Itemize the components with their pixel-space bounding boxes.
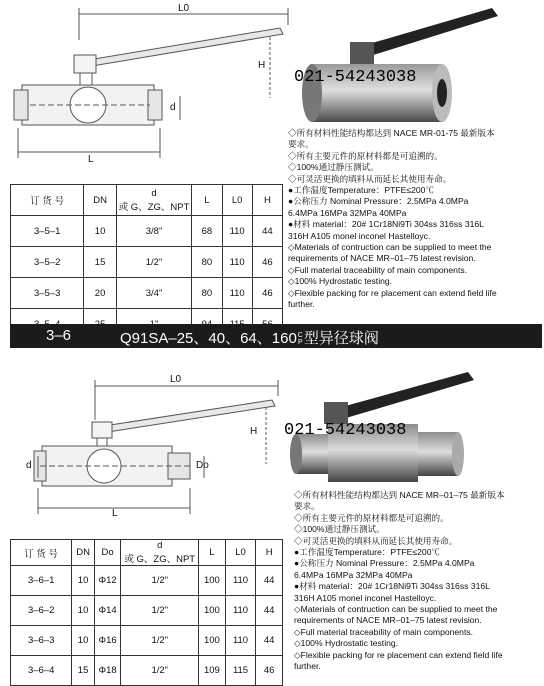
note-line: ●材料 material：20# 1Cr18Ni9Ti 304ss 316ss 316L [288,219,484,230]
spec-table-2 [10,539,283,686]
col-d-bottom: 或 G、ZG、NPT [118,201,190,213]
note-line: ◇Materials of contruction can be supplied to meet the [288,242,492,253]
note-line: ●工作温度Temperature：PTFE≤200℃ [294,547,441,558]
cell-order: 3–5–2 [11,247,84,278]
valve-drawing-1 [0,0,290,175]
valve-drawing-2 [0,360,290,535]
table-row [11,626,283,656]
cell-order: 3–6–4 [11,656,72,686]
cell-d: 1/2" [121,596,199,626]
cell-h: 46 [256,656,283,686]
cell-l0: 110 [225,626,256,656]
col-l0: L0 [222,185,252,216]
cell-l: 80 [192,278,222,309]
cell-dn: 10 [84,216,116,247]
cell-d: 3/4" [116,278,192,309]
note-line: ●材料 material：20# 1Cr18Ni9Ti 304ss 316ss 316L [294,581,490,592]
cell-d: 1/2" [121,626,199,656]
cell-dn: 10 [72,626,94,656]
note-line: ◇Flexible packing for re placement can extend field life [288,287,497,298]
note-line: ●公称压力 Nominal Pressure：2.5MPa 4.0MPa [294,558,475,569]
dimension-h-label-2: H [250,426,258,437]
cell-d: 1/2" [121,656,199,686]
table-row [11,278,283,309]
cell-l: 68 [192,216,222,247]
note-line: further. [294,661,321,672]
note-line: ◇100%通过静压测试。 [294,524,385,535]
cell-h: 44 [256,596,283,626]
col-h: H [252,185,282,216]
cell-l0: 110 [222,247,252,278]
dimension-l-label: L [88,154,94,165]
note-line: further. [288,299,315,310]
cell-l0: 110 [225,566,256,596]
table-row [11,216,283,247]
cell-h: 44 [252,216,282,247]
spec-table-1 [10,184,283,340]
cell-do: Φ12 [94,566,121,596]
cell-order: 3–5–1 [11,216,84,247]
cell-do: Φ16 [94,626,121,656]
col-d [121,540,199,566]
note-line: ◇Full material traceability of main components. [294,626,474,637]
note-line: 6.4MPa 16MPa 32MPa 40MPa [288,207,407,218]
col-dn: DN [72,540,94,566]
note-line: ◇Materials of contruction can be supplied to meet the [294,604,498,615]
cell-l0: 110 [222,278,252,309]
col-order: 订 货 号 [11,185,84,216]
dimension-h-label: H [258,60,266,71]
spec-notes-1 [288,128,542,311]
note-line: 要求。 [294,501,320,512]
note-line: ◇Flexible packing for re placement can extend field life [294,649,503,660]
cell-l: 100 [199,596,226,626]
cell-dn: 15 [84,247,116,278]
note-line: ●工作温度Temperature：PTFE≤200℃ [288,185,435,196]
phone-watermark-2: 021-54243038 [284,421,407,440]
section-banner [10,324,542,348]
note-line: requirements of NACE MR–01–75 latest revision. [294,615,482,626]
note-line: ◇可灵活更换的填料从而延长其使用寿命。 [288,173,452,184]
col-do: Do [94,540,121,566]
cell-l: 100 [199,566,226,596]
dimension-l0-label: L0 [178,3,190,14]
cell-dn: 20 [84,278,116,309]
cell-l: 100 [199,626,226,656]
spec-notes-2 [294,490,542,673]
cell-dn: 10 [72,566,94,596]
note-line: ◇所有主要元件的原材料都是可追溯的。 [288,150,443,161]
col-d-bottom: 或 G、ZG、NPT [124,554,196,565]
dimension-l-label-2: L [112,508,118,519]
col-d-top: d [157,540,163,551]
cell-order: 3–6–3 [11,626,72,656]
banner-title [120,327,379,348]
col-l0: L0 [225,540,256,566]
col-d-top: d [151,187,157,199]
dimension-do-label-2: Do [196,460,209,471]
dimension-d-label: d [170,102,176,113]
cell-l0: 110 [222,216,252,247]
cell-h: 44 [256,566,283,596]
col-l: L [192,185,222,216]
col-h: H [256,540,283,566]
table-row [11,656,283,686]
col-dn: DN [84,185,116,216]
table-row [11,247,283,278]
cell-d: 1/2" [116,247,192,278]
dimension-d-label-2: d [26,460,32,471]
col-l: L [199,540,226,566]
note-line: ◇所有主要元件的原材料都是可追溯的。 [294,512,449,523]
note-line: requirements of NACE MR–01–75 latest revision. [288,253,476,264]
cell-do: Φ14 [94,596,121,626]
cell-l0: 110 [225,596,256,626]
banner-title-main: Q91SA–25、40、64、160 [120,330,297,347]
cell-l: 109 [199,656,226,686]
note-line: ◇Full material traceability of main components. [288,264,468,275]
cell-order: 3–5–3 [11,278,84,309]
cell-h: 44 [256,626,283,656]
cell-l: 80 [192,247,222,278]
table-row [11,596,283,626]
note-line: ◇所有材料性能结构都达到 NACE MR-01-75 最新版本 [288,128,495,138]
banner-title-tail: 型异径球阀 [303,330,379,347]
col-order: 订 货 号 [11,540,72,566]
note-line: ●公称压力 Nominal Pressure：2.5MPa 4.0MPa [288,196,469,207]
note-line: 316H A105 monel inconel Hastelloyc. [288,230,431,241]
cell-l0: 115 [225,656,256,686]
note-line: ◇100%通过静压测试。 [288,162,379,173]
dimension-l0-label-2: L0 [170,374,182,385]
cell-d: 3/8" [116,216,192,247]
note-line: ◇可灵活更换的填料从而延长其使用寿命。 [294,535,458,546]
phone-watermark-1: 021-54243038 [294,68,417,87]
cell-order: 3–6–1 [11,566,72,596]
note-line: 6.4MPa 16MPa 32MPa 40MPa [294,569,413,580]
cell-dn: 10 [72,596,94,626]
note-line: ◇100% Hydrostatic testing. [294,638,399,649]
cell-order: 3–6–2 [11,596,72,626]
cell-dn: 15 [72,656,94,686]
note-line: ◇所有材料性能结构都达到 NACE MR–01–75 最新版本 [294,490,505,500]
note-line: 要求。 [288,139,314,150]
note-line: 316H A105 monel inconel Hastelloyc. [294,592,437,603]
cell-h: 46 [252,278,282,309]
table-row [11,566,283,596]
note-line: ◇100% Hydrostatic testing. [288,276,393,287]
cell-do: Φ18 [94,656,121,686]
cell-h: 46 [252,247,282,278]
banner-number: 3–6 [46,327,72,344]
cell-d: 1/2" [121,566,199,596]
banner-superscript: C [297,332,303,340]
col-d [116,185,192,216]
banner-subscript: P [297,339,303,347]
